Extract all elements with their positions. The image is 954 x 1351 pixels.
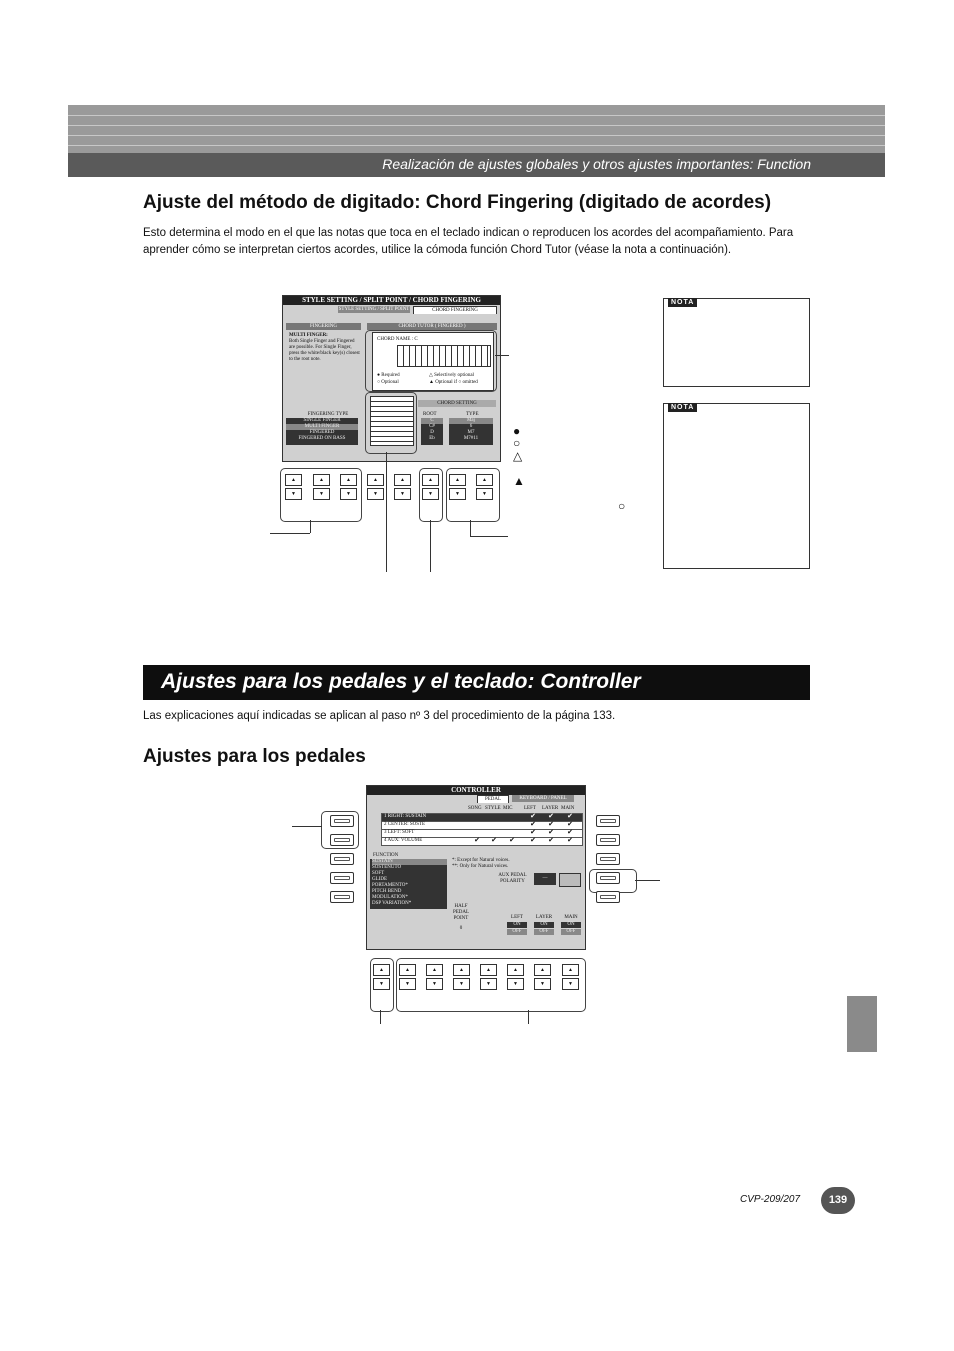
part-label: MAIN (564, 915, 578, 920)
fingering-type-label: FINGERING TYPE (307, 412, 349, 417)
button-pair-3 (426, 964, 443, 992)
list-item[interactable]: Maj (449, 418, 493, 424)
down-button[interactable]: ▼ (449, 488, 466, 500)
legend-optional-if: ▲ Optional if ○ omitted (429, 380, 478, 385)
list-item[interactable]: C# (429, 424, 435, 429)
callout-line (470, 536, 508, 537)
check-mark[interactable]: ✔ (548, 813, 554, 820)
up-button[interactable]: ▲ (394, 474, 411, 486)
callout-line (292, 826, 322, 827)
half-pedal-value: 0 (459, 926, 463, 931)
optional-symbol: ○ (513, 436, 521, 450)
up-button[interactable]: ▲ (313, 474, 330, 486)
function-list[interactable] (370, 859, 447, 909)
button-pair-7 (449, 474, 466, 502)
down-button[interactable]: ▼ (367, 488, 384, 500)
check-mark[interactable]: ✔ (530, 829, 536, 836)
button-pair-1 (373, 964, 390, 992)
up-button[interactable]: ▲ (422, 474, 439, 486)
callout-line (386, 452, 387, 572)
down-button[interactable]: ▼ (426, 978, 443, 990)
required-symbol: ● (513, 424, 521, 438)
up-button[interactable]: ▲ (507, 964, 524, 976)
left-side-button-A[interactable] (330, 815, 354, 827)
left-side-button-B[interactable] (330, 834, 354, 846)
up-button[interactable]: ▲ (285, 474, 302, 486)
callout-line (528, 1010, 529, 1024)
callout-line (380, 1010, 381, 1024)
description-title: MULTI FINGER: (289, 333, 328, 338)
page-number: 139 (821, 1187, 855, 1214)
down-button[interactable]: ▼ (399, 978, 416, 990)
list-item[interactable]: MODULATION* (372, 895, 408, 900)
check-mark[interactable]: ✔ (548, 829, 554, 836)
fingering-type-list[interactable] (286, 418, 358, 445)
up-button[interactable]: ▲ (453, 964, 470, 976)
nota-box-2 (663, 403, 810, 569)
optional-if-symbol: ▲ (513, 474, 525, 488)
down-button[interactable]: ▼ (453, 978, 470, 990)
list-item[interactable]: D (430, 430, 434, 435)
button-pair-8 (562, 964, 579, 992)
column-header: LAYER (542, 806, 559, 811)
banner-title: Ajustes para los pedales y el teclado: Controller (161, 670, 641, 693)
check-mark[interactable]: ✔ (567, 837, 573, 844)
callout-line (635, 880, 660, 881)
note-except: *: Except for Natural voices. (452, 858, 510, 863)
off-switch[interactable]: OFF (534, 929, 554, 935)
table-row[interactable] (381, 837, 583, 846)
pedal-name: 3 LEFT: SOFT (384, 830, 415, 835)
column-header: MIC (503, 806, 513, 811)
callout-line (270, 533, 310, 534)
on-switch[interactable]: ON (534, 922, 554, 928)
part-label: LEFT (511, 915, 523, 920)
up-button[interactable]: ▲ (367, 474, 384, 486)
pedal-name: 2 CENTER: SOSTE (384, 822, 426, 827)
aux-polarity-label: AUX PEDAL POLARITY (498, 873, 527, 884)
button-pair-2 (399, 964, 416, 992)
check-mark[interactable]: ✔ (509, 837, 515, 844)
button-pair-8 (476, 474, 493, 502)
up-button[interactable]: ▲ (399, 964, 416, 976)
button-pair-1 (285, 474, 302, 502)
down-button[interactable]: ▼ (480, 978, 497, 990)
selective-symbol: △ (513, 449, 523, 463)
button-pair-6 (507, 964, 524, 992)
circle-symbol: ○ (618, 499, 626, 513)
right-side-button-I[interactable] (596, 872, 620, 884)
up-button[interactable]: ▲ (340, 474, 357, 486)
chord-setting-label: CHORD SETTING (418, 400, 496, 407)
list-item[interactable]: SOSTENUTO (372, 865, 402, 870)
check-mark[interactable]: ✔ (567, 821, 573, 828)
column-header: LEFT (524, 806, 536, 811)
controller-screen (366, 785, 586, 950)
list-item[interactable]: FINGERED (309, 430, 335, 435)
button-pair-7 (534, 964, 551, 992)
up-button[interactable]: ▲ (449, 474, 466, 486)
list-item[interactable]: C (421, 418, 443, 424)
column-header: STYLE (485, 806, 501, 811)
check-mark[interactable]: ✔ (548, 837, 554, 844)
button-pair-2 (313, 474, 330, 502)
left-side-button-D[interactable] (330, 872, 354, 884)
chord-name: CHORD NAME : C (377, 337, 418, 342)
callout-line (470, 520, 471, 536)
check-mark[interactable]: ✔ (567, 829, 573, 836)
fingering-description (289, 333, 361, 363)
list-item[interactable]: GLIDE (372, 877, 387, 882)
callout-line (310, 520, 311, 533)
right-side-button-H[interactable] (596, 853, 620, 865)
down-button[interactable]: ▼ (562, 978, 579, 990)
list-item[interactable]: FINGERED ON BASS (298, 436, 346, 441)
pedal-subtitle: Ajustes para los pedales (143, 746, 366, 767)
down-button[interactable]: ▼ (507, 978, 524, 990)
nota-label: NOTA (668, 298, 697, 307)
root-list[interactable] (421, 418, 443, 445)
up-button[interactable]: ▲ (426, 964, 443, 976)
root-label: ROOT (423, 412, 437, 417)
button-pair-5 (480, 964, 497, 992)
down-button[interactable]: ▼ (285, 488, 302, 500)
button-pair-4 (453, 964, 470, 992)
down-button[interactable]: ▼ (340, 488, 357, 500)
check-mark[interactable]: ✔ (530, 837, 536, 844)
intro-text: Esto determina el modo en el que las notas que toca en el teclado indican o reproducen los acordes del acompañamiento. Para aprender cómo se interpretan ciertos acordes, utilice la cómoda función Chord Tutor (véase la nota a continuación). (143, 227, 794, 256)
section-header-text: Realización de ajustes globales y otros ajustes importantes: Function (382, 156, 811, 172)
button-pair-3 (340, 474, 357, 502)
type-label: TYPE (466, 412, 479, 417)
nota-box-1 (663, 298, 810, 387)
description-text: Both Single Finger and Fingered are possible. For Single Finger, press the white/black key(s) closest to the root note. (289, 339, 360, 362)
tab-pedal[interactable]: PEDAL (477, 795, 509, 803)
model-name: CVP-209/207 (740, 1194, 801, 1205)
type-list[interactable] (449, 418, 493, 445)
list-item[interactable]: SUSTAIN (372, 859, 447, 865)
note-only: **: Only for Natural voices. (452, 864, 509, 869)
aux-polarity-arrows[interactable] (559, 873, 581, 887)
up-button[interactable]: ▲ (476, 474, 493, 486)
legend-selective: △ Selectively optional (429, 373, 474, 378)
chapter-tab (847, 996, 877, 1052)
down-button[interactable]: ▼ (476, 488, 493, 500)
callout-line (495, 355, 509, 356)
fingering-label: FINGERING (286, 323, 361, 330)
list-item[interactable]: SINGLE FINGER (303, 418, 341, 423)
list-item[interactable]: Eb (429, 436, 435, 441)
up-button[interactable]: ▲ (534, 964, 551, 976)
up-button[interactable]: ▲ (373, 964, 390, 976)
section-header (68, 153, 885, 177)
right-side-button-F[interactable] (596, 815, 620, 827)
legend-required: ● Required (377, 373, 400, 378)
callout-chord-tutor (365, 330, 497, 392)
list-item[interactable]: MULTI FINGER (286, 424, 358, 430)
button-pair-4 (367, 474, 384, 502)
screen-title: CONTROLLER (367, 786, 585, 795)
up-button[interactable]: ▲ (562, 964, 579, 976)
on-switch[interactable]: ON (561, 922, 581, 928)
right-side-button-G[interactable] (596, 834, 620, 846)
down-button[interactable]: ▼ (534, 978, 551, 990)
up-button[interactable]: ▲ (480, 964, 497, 976)
controller-intro: Las explicaciones aquí indicadas se aplican al paso nº 3 del procedimiento de la página 133. (143, 710, 616, 722)
list-item[interactable]: DSP VARIATION* (372, 901, 412, 906)
list-item[interactable]: M7 (467, 430, 475, 435)
list-item[interactable]: SOFT (372, 871, 385, 876)
nota-label: NOTA (668, 403, 697, 412)
controller-banner (143, 665, 810, 700)
section-title: Ajuste del método de digitado: Chord Fingering (digitado de acordes) (143, 192, 772, 213)
function-label: FUNCTION (373, 853, 399, 858)
list-item[interactable]: PORTAMENTO* (372, 883, 408, 888)
tab-style-setting[interactable]: STYLE SETTING / SPLIT POINT (338, 307, 410, 312)
list-item[interactable]: PITCH BEND (372, 889, 402, 894)
left-side-button-C[interactable] (330, 853, 354, 865)
screen-title: STYLE SETTING / SPLIT POINT / CHORD FINGERING (283, 296, 500, 305)
part-label: LAYER (535, 915, 553, 920)
off-switch[interactable]: OFF (561, 929, 581, 935)
tab-chord-fingering[interactable]: CHORD FINGERING (413, 306, 497, 314)
off-switch[interactable]: OFF (507, 929, 527, 935)
tab-keyboard-panel[interactable]: KEYBOARD / PANEL (512, 795, 574, 802)
button-pair-5 (394, 474, 411, 502)
list-item[interactable]: M7#11 (463, 436, 479, 441)
pedal-name: 4 AUX: VOLUME (384, 838, 423, 843)
chord-tutor-label: CHORD TUTOR ( FINGERED ) (367, 323, 497, 330)
down-button[interactable]: ▼ (422, 488, 439, 500)
check-mark[interactable]: ✔ (474, 837, 480, 844)
half-pedal-label: HALF PEDAL POINT (452, 904, 470, 921)
aux-polarity-value[interactable]: — (534, 873, 556, 885)
callout-line (430, 520, 431, 572)
check-mark[interactable]: ✔ (491, 837, 497, 844)
button-pair-6 (422, 474, 439, 502)
check-mark[interactable]: ✔ (530, 821, 536, 828)
on-switch[interactable]: ON (507, 922, 527, 928)
right-side-button-J[interactable] (596, 891, 620, 903)
down-button[interactable]: ▼ (394, 488, 411, 500)
down-button[interactable]: ▼ (373, 978, 390, 990)
check-mark[interactable]: ✔ (530, 813, 536, 820)
check-mark[interactable]: ✔ (567, 813, 573, 820)
legend-optional: ○ Optional (377, 380, 399, 385)
column-header: MAIN (561, 806, 575, 811)
callout-staff (365, 392, 417, 454)
column-header: SONG (468, 806, 482, 811)
list-item[interactable]: 6 (469, 424, 473, 429)
down-button[interactable]: ▼ (313, 488, 330, 500)
check-mark[interactable]: ✔ (548, 821, 554, 828)
pedal-name: 1 RIGHT: SUSTAIN (384, 814, 427, 819)
left-side-button-E[interactable] (330, 891, 354, 903)
